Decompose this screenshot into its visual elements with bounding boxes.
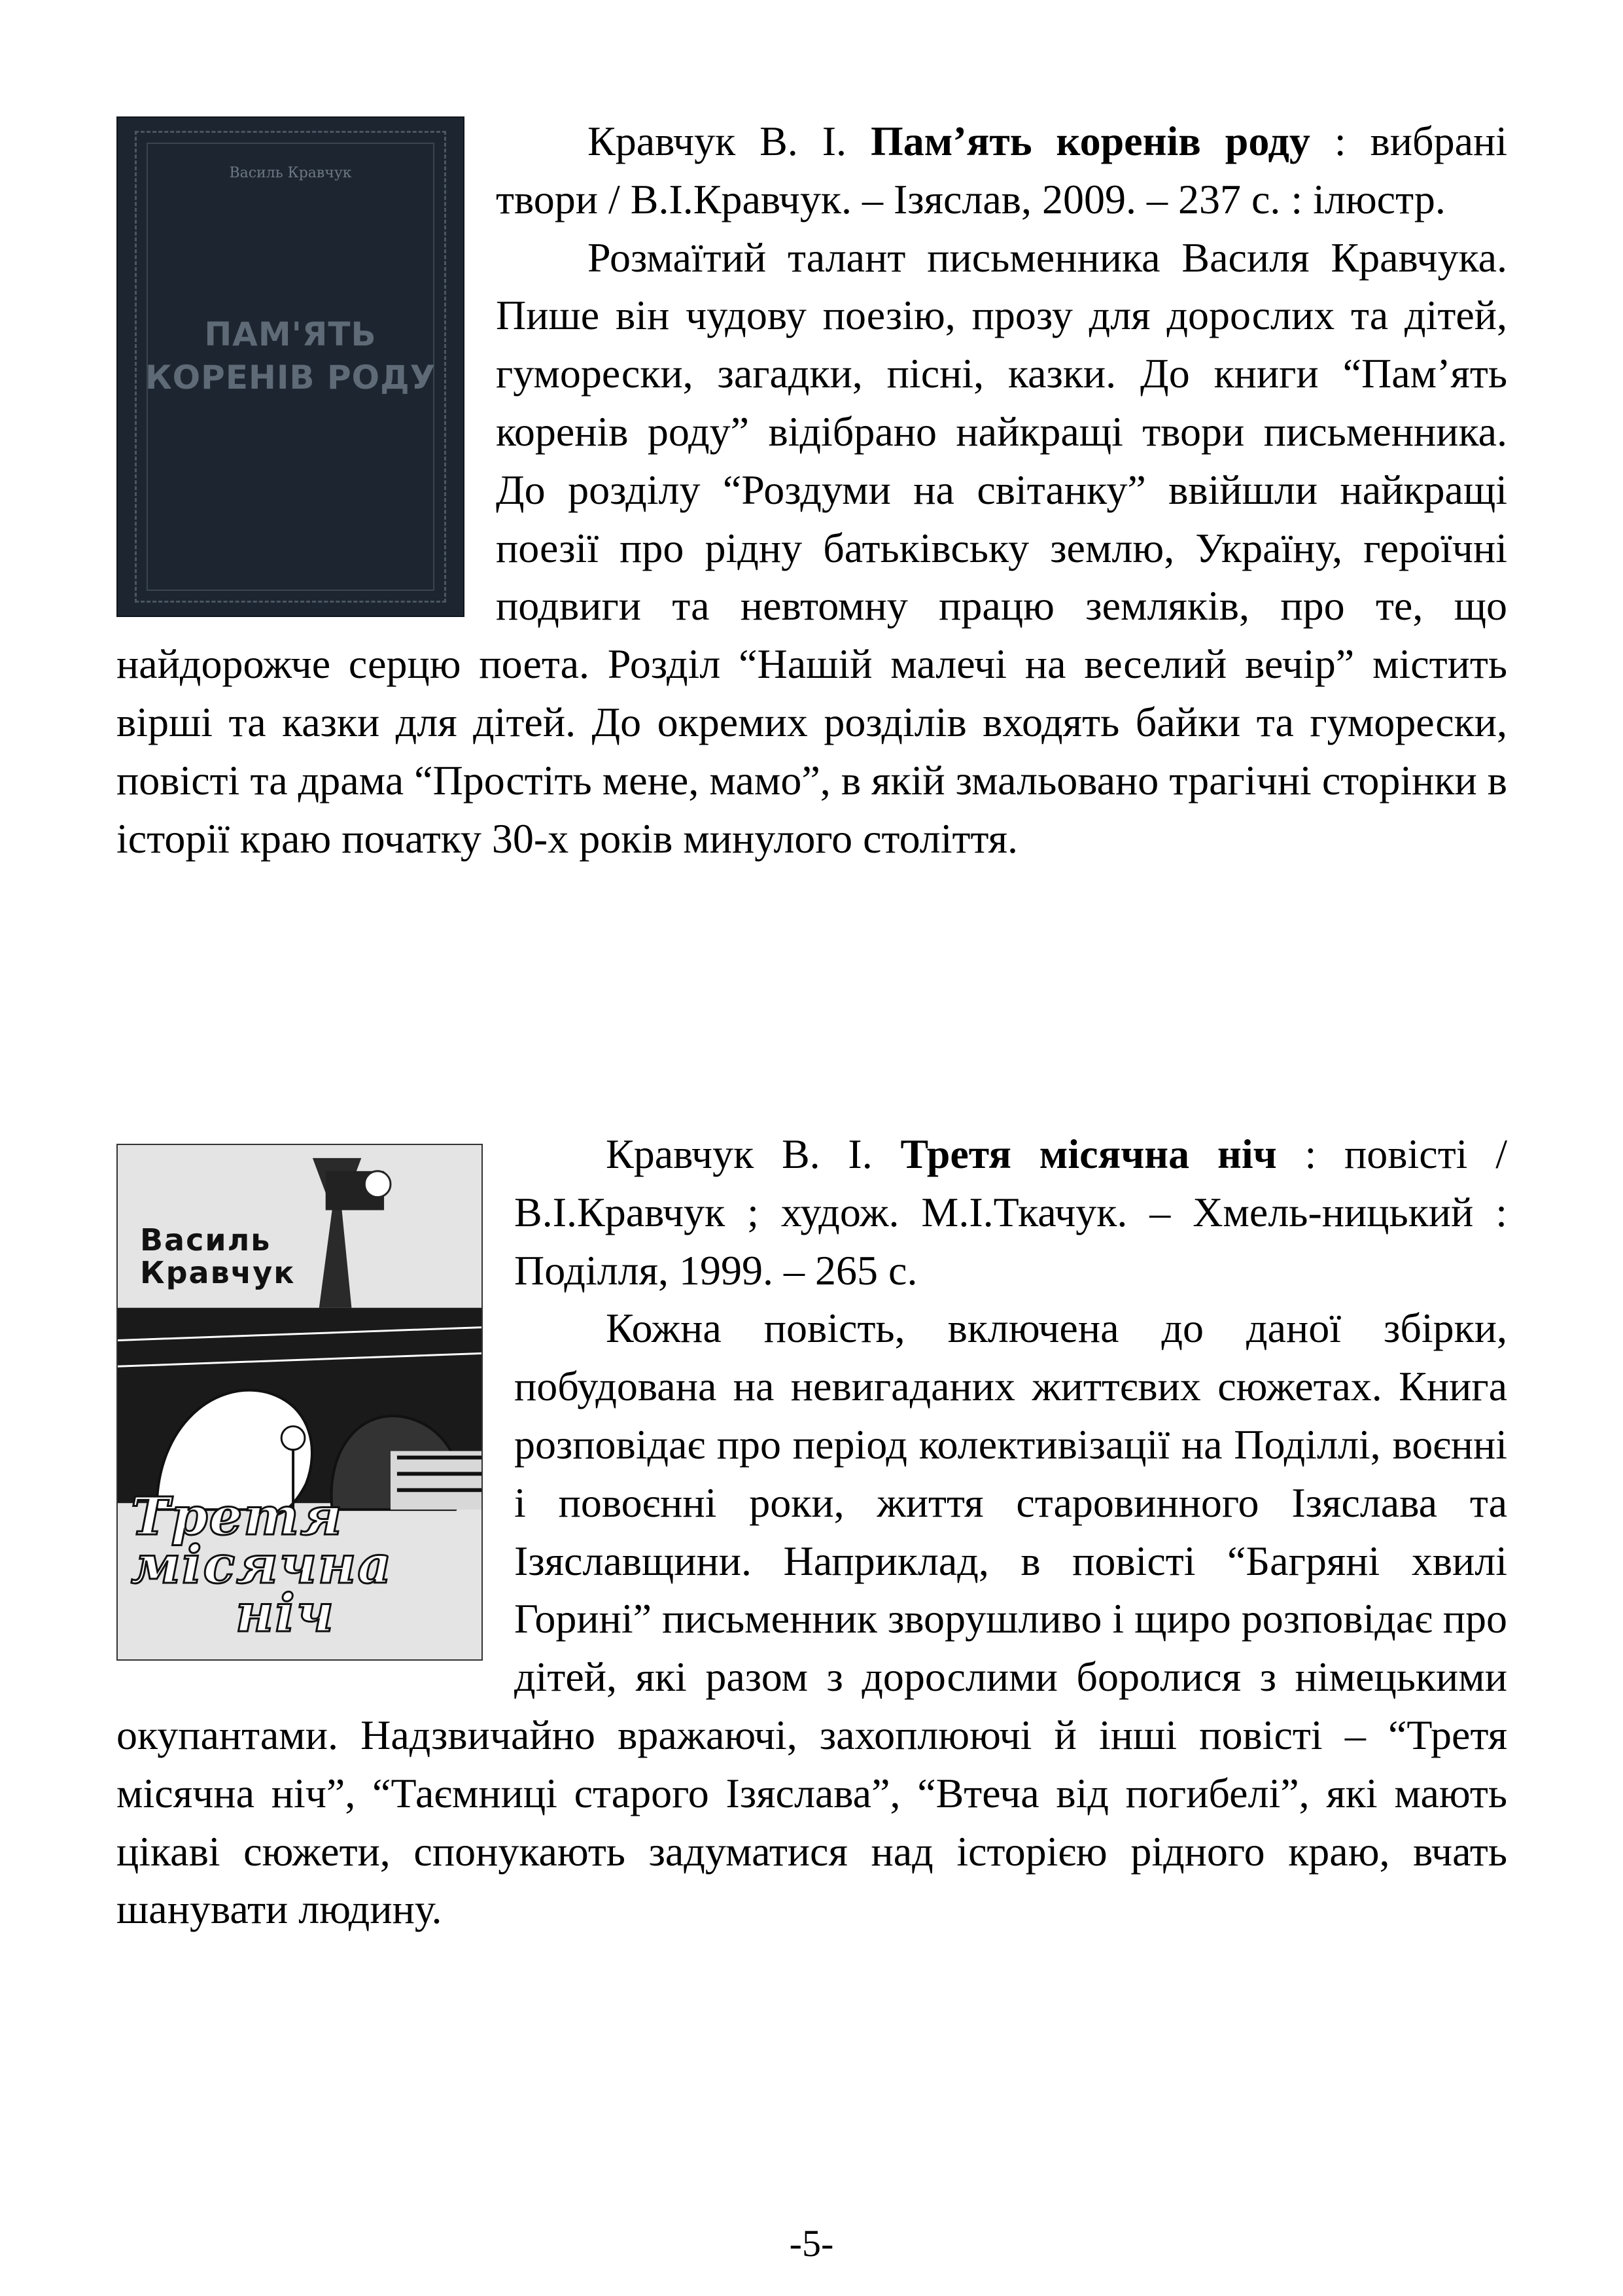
book-title: Пам’ять коренів роду (871, 118, 1310, 164)
book-annotation: Кожна повість, включена до даної збірки, побудована на невигаданих життєвих сюжетах. Книга розповідає про період колективізації на Поділлі, воєнні і повоєнні роки, життя старовинного Ізяслава та Ізяславщини. Наприклад, в повісті “Багряні хвилі Горині” письменник зворушливо і щиро розповідає про дітей, які разом з дорослими боролися з німецькими окупантами. Надзвичайно вражаючі, захоплюючі й інші повісті – “Третя місячна ніч”, “Таємниці старого Ізяслава”, “Втеча від погибелі”, які мають цікаві сюжети, спонукають задуматися над історією рідного краю, вчать шанувати людину. (116, 1305, 1507, 1933)
cover-title-line: ПАМ'ЯТЬ (204, 315, 377, 353)
book-cover-2 (116, 1144, 483, 1661)
book-details: : вибрані твори / В.І.Кравчук. – Ізяслав, 2009. – 237 с. : ілюстр. (496, 118, 1508, 222)
cover-title (131, 1485, 471, 1644)
cover-title-line: КОРЕНІВ РОДУ (145, 359, 436, 397)
book-author: Кравчук В. І. (606, 1131, 873, 1177)
cover-title-line: Третя (131, 1485, 343, 1547)
cover-title (116, 313, 464, 399)
page-number: -5- (789, 2222, 834, 2265)
cover-title-line: місячна (131, 1534, 393, 1595)
book-cover-1 (116, 116, 464, 617)
cover-author: Василь Кравчук (229, 165, 352, 181)
book-title: Третя місячна ніч (900, 1131, 1277, 1177)
book-annotation: Розмаїтий талант письменника Василя Кравчука. Пише він чудову поезію, прозу для дорослих та дітей, гуморески, загадки, пісні, казки. До книги “Пам’ять коренів роду” відібрано найкращі твори письменника. До розділу “Роздуми на світанку” ввійшли найкращі поезії про рідну батьківську землю, Україну, героїчні подвиги та невтомну працю земляків, про те, що найдорожче серцю поета. Розділ “Нашій малечі на веселий вечір” містить вірші та казки для дітей. До окремих розділів входять байки та гуморески, повісті та драма “Простіть мене, мамо”, в якій змальовано трагічні сторінки в історії краю початку 30-х років минулого століття. (116, 234, 1507, 862)
book-entry-2 (116, 1125, 1507, 1939)
cover-title-line: ніч (236, 1582, 335, 1644)
book-details: : повісті / В.І.Кравчук ; худож. М.І.Ткачук. – Хмель-ницький : Поділля, 1999. – 265 с. (514, 1131, 1508, 1294)
book-entry-1 (116, 113, 1507, 868)
book-author: Кравчук В. І. (587, 118, 847, 164)
cover-author-line: Василь (140, 1222, 271, 1258)
cover-author (140, 1224, 295, 1289)
cover-author-line: Кравчук (140, 1255, 296, 1290)
